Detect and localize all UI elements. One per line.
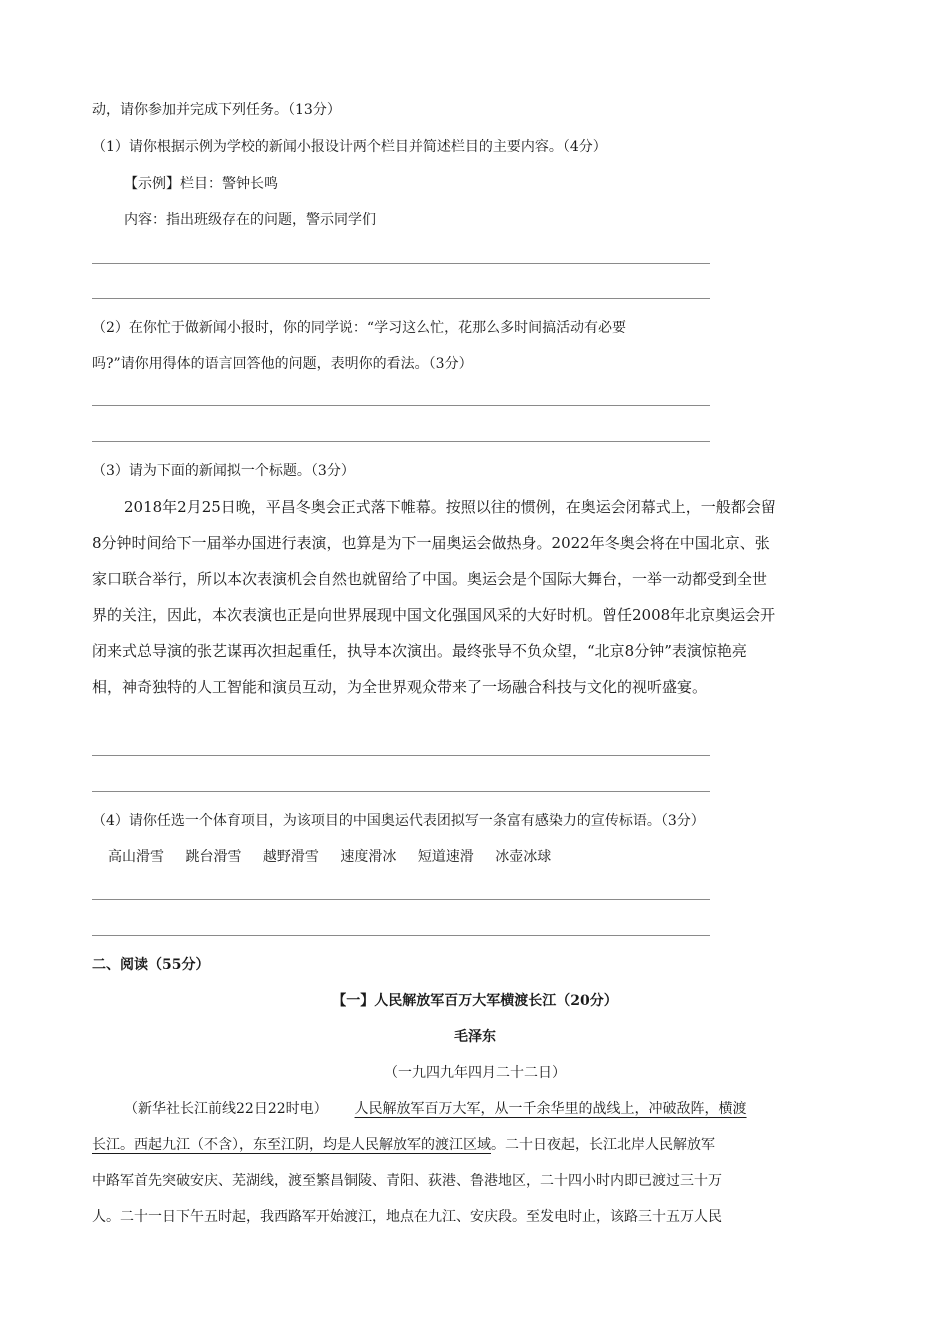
- question-2-prompt-line-1: （2）在你忙于做新闻小报时，你的同学说：“学习这么忙，花那么多时间搞活动有必要: [92, 320, 627, 336]
- news-line: 2018年2月25日晚，平昌冬奥会正式落下帷幕。按照以往的惯例，在奥运会闭幕式上，一般都会留: [124, 498, 776, 516]
- question-1-example-content: 内容：指出班级存在的问题，警示同学们: [124, 212, 376, 228]
- article-line-4: 人。二十一日下午五时起，我西路军开始渡江，地点在九江、安庆段。至发电时止，该路三十五万人民: [92, 1209, 722, 1225]
- sport-option: 跳台滑雪: [185, 849, 242, 865]
- article-title: 【一】人民解放军百万大军横渡长江（20分）: [332, 993, 618, 1009]
- answer-line[interactable]: [92, 791, 710, 792]
- news-line: 家口联合举行，所以本次表演机会自然也就留给了中国。奥运会是个国际大舞台，一举一动都受到全世: [92, 570, 768, 588]
- question-1-prompt: （1）请你根据示例为学校的新闻小报设计两个栏目并简述栏目的主要内容。（4分）: [92, 139, 607, 155]
- answer-line[interactable]: [92, 755, 710, 756]
- article-line-1: [124, 1099, 747, 1119]
- dateline: （新华社长江前线22日22时电）: [124, 1101, 328, 1117]
- answer-line[interactable]: [92, 935, 710, 936]
- article-text: 。二十日夜起，长江北岸人民解放军: [491, 1137, 715, 1153]
- news-line: 闭来式总导演的张艺谋再次担起重任，执导本次演出。最终张导不负众望，“北京8分钟”表演惊艳亮: [92, 642, 747, 660]
- sport-option: 速度滑冰: [340, 849, 397, 865]
- question-2-prompt-line-2: 吗?”请你用得体的语言回答他的问题，表明你的看法。（3分）: [92, 356, 473, 372]
- underlined-sentence: 长江。西起九江（不含），东至江阴，均是人民解放军的渡江区域: [92, 1137, 491, 1153]
- answer-line[interactable]: [92, 899, 710, 900]
- sport-option: 越野滑雪: [262, 849, 319, 865]
- answer-line[interactable]: [92, 263, 710, 264]
- answer-line[interactable]: [92, 441, 710, 442]
- section-heading: 二、阅读（55分）: [92, 957, 210, 973]
- answer-line[interactable]: [92, 298, 710, 299]
- underlined-sentence: 人民解放军百万大军，从一千余华里的战线上，冲破敌阵，横渡: [354, 1101, 747, 1117]
- news-line: 相，神奇独特的人工智能和演员互动，为全世界观众带来了一场融合科技与文化的视听盛宴。: [92, 678, 708, 696]
- news-line: 8分钟时间给下一届举办国进行表演，也算是为下一届奥运会做热身。2022年冬奥会将在中国北京、张: [92, 534, 770, 552]
- article-author: 毛泽东: [454, 1029, 496, 1045]
- article-line-2: [92, 1135, 715, 1155]
- sports-list: [108, 847, 568, 867]
- question-3-prompt: （3）请为下面的新闻拟一个标题。（3分）: [92, 463, 355, 479]
- article-date: （一九四九年四月二十二日）: [384, 1065, 566, 1081]
- sport-option: 短道速滑: [417, 849, 474, 865]
- question-4-prompt: （4）请你任选一个体育项目，为该项目的中国奥运代表团拟写一条富有感染力的宣传标语。（3分）: [92, 813, 705, 829]
- sport-option: 冰壶冰球: [495, 849, 552, 865]
- question-1-example-column: 【示例】栏目：警钟长鸣: [124, 176, 278, 192]
- news-line: 界的关注，因此，本次表演也正是向世界展现中国文化强国风采的大好时机。曾任2008年北京奥运会开: [92, 606, 776, 624]
- answer-line[interactable]: [92, 405, 710, 406]
- intro-tail: 动，请你参加并完成下列任务。（13分）: [92, 102, 341, 118]
- article-line-3: 中路军首先突破安庆、芜湖线，渡至繁昌铜陵、青阳、荻港、鲁港地区，二十四小时内即已渡过三十万: [92, 1173, 722, 1189]
- sport-option: 高山滑雪: [108, 849, 164, 865]
